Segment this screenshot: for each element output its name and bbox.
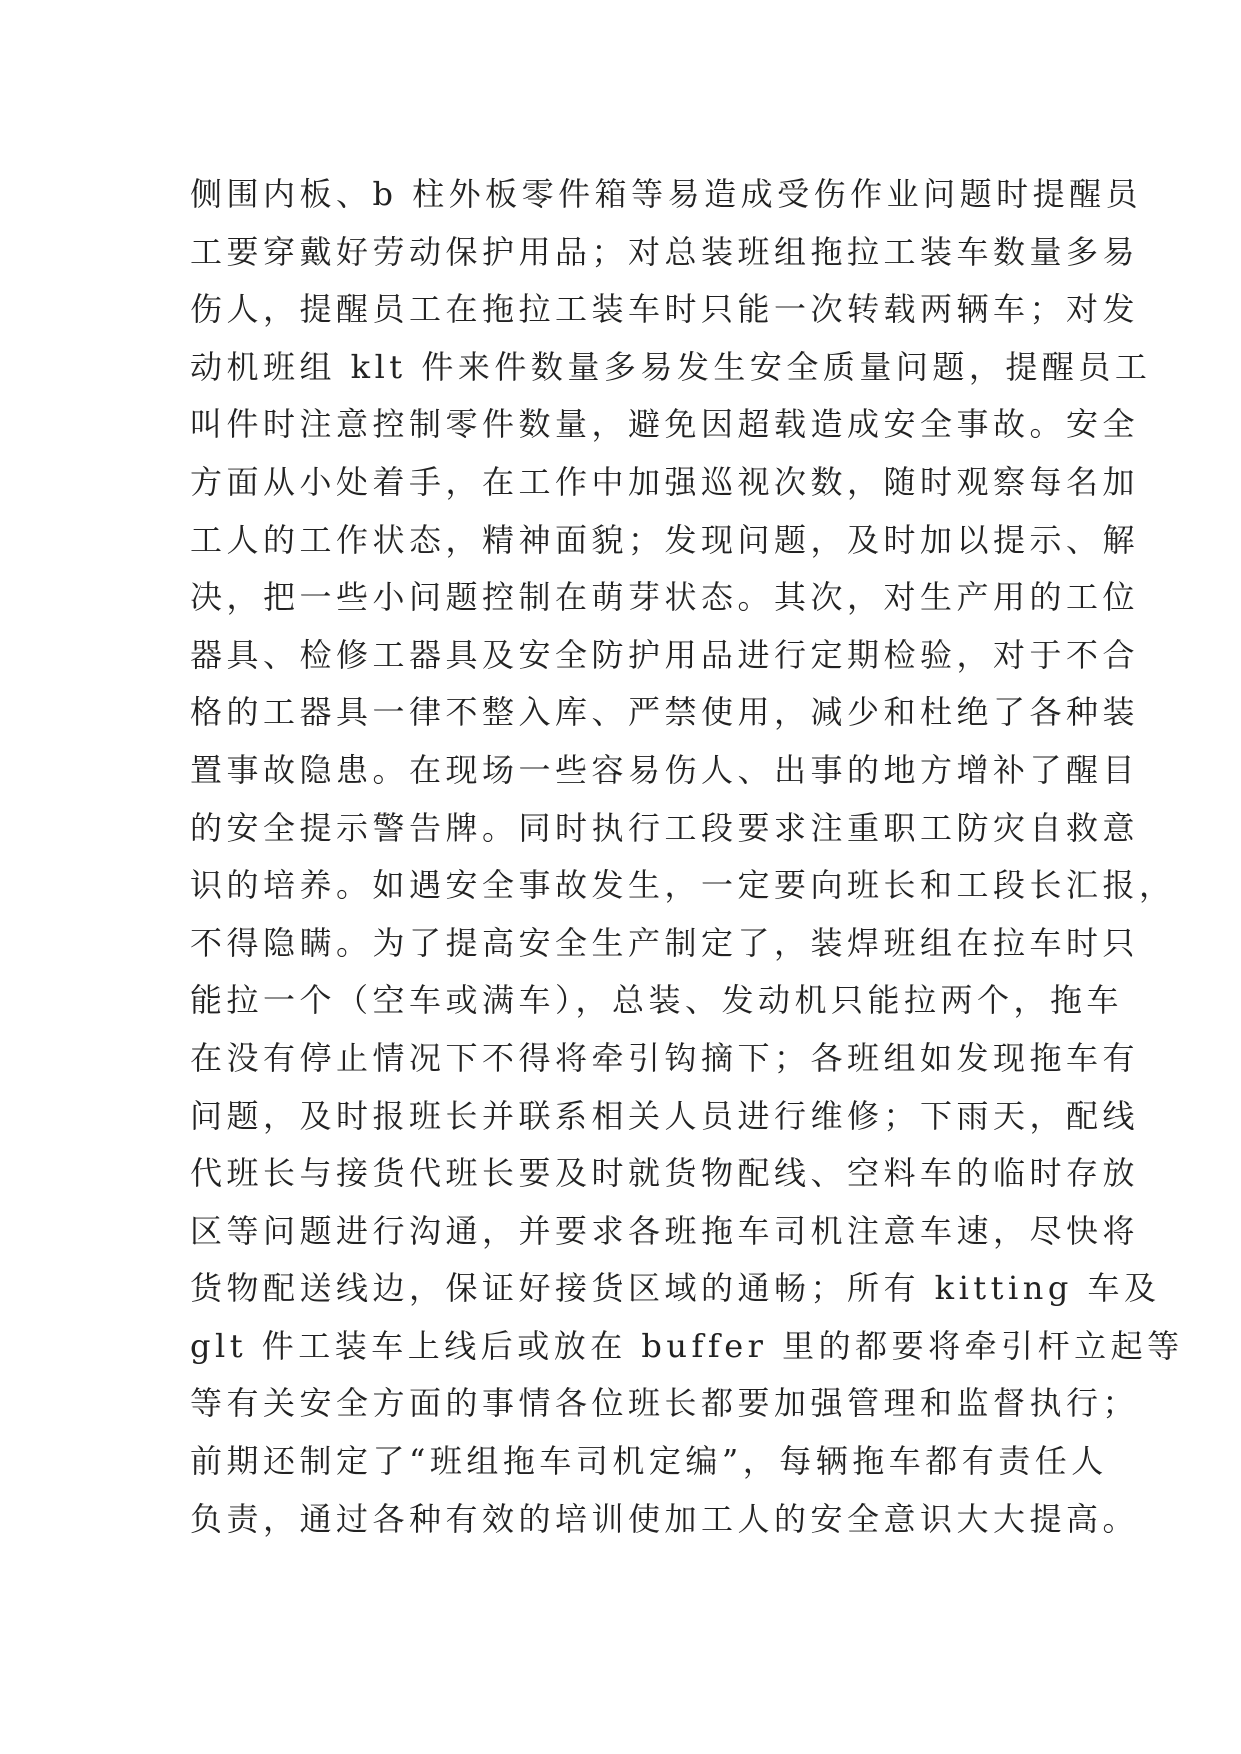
- text-line: 格的工器具一律不整入库、严禁使用，减少和杜绝了各种装: [190, 693, 1140, 732]
- text-line: 工人的工作状态，精神面貌；发现问题，及时加以提示、解: [190, 520, 1140, 559]
- text-line: 识的培养。如遇安全事故发生，一定要向班长和工段长汇报，: [190, 866, 1176, 905]
- text-line: 方面从小处着手，在工作中加强巡视次数，随时观察每名加: [190, 462, 1140, 501]
- text-line: 问题，及时报班长并联系相关人员进行维修；下雨天，配线: [190, 1096, 1140, 1135]
- text-line: 负责，通过各种有效的培训使加工人的安全意识大大提高。: [190, 1499, 1140, 1538]
- body-paragraph: [190, 166, 1184, 1548]
- text-line: 侧围内板、b 柱外板零件箱等易造成受伤作业问题时提醒员: [190, 175, 1143, 213]
- text-line: 代班长与接货代班长要及时就货物配线、空料车的临时存放: [190, 1154, 1140, 1193]
- text-line: 动机班组 klt 件来件数量多易发生安全质量问题，提醒员工: [190, 347, 1152, 386]
- text-line: 不得隐瞒。为了提高安全生产制定了，装焊班组在拉车时只: [190, 923, 1140, 962]
- text-line: glt 件工装车上线后或放在 buffer 里的都要将牵引杆立起等: [190, 1326, 1184, 1365]
- text-line: 前期还制定了“班组拖车司机定编”，每辆拖车都有责任人: [190, 1442, 1108, 1481]
- text-line: 伤人，提醒员工在拖拉工装车时只能一次转载两辆车；对发: [190, 290, 1140, 329]
- text-line: 能拉一个（空车或满车），总装、发动机只能拉两个，拖车: [190, 981, 1124, 1020]
- text-line: 决，把一些小问题控制在萌芽状态。其次，对生产用的工位: [190, 578, 1140, 617]
- text-line: 的安全提示警告牌。同时执行工段要求注重职工防灾自救意: [190, 808, 1140, 847]
- text-line: 置事故隐患。在现场一些容易伤人、出事的地方增补了醒目: [190, 750, 1140, 789]
- text-line: 器具、检修工器具及安全防护用品进行定期检验，对于不合: [190, 635, 1140, 674]
- text-line: 叫件时注意控制零件数量，避免因超载造成安全事故。安全: [190, 405, 1140, 444]
- text-line: 货物配送线边，保证好接货区域的通畅；所有 kitting 车及: [190, 1269, 1161, 1308]
- text-line: 区等问题进行沟通，并要求各班拖车司机注意车速，尽快将: [190, 1211, 1140, 1250]
- text-line: 工要穿戴好劳动保护用品；对总装班组拖拉工装车数量多易: [190, 232, 1140, 271]
- text-line: 在没有停止情况下不得将牵引钩摘下；各班组如发现拖车有: [190, 1038, 1140, 1077]
- text-line: 等有关安全方面的事情各位班长都要加强管理和监督执行；: [190, 1384, 1140, 1423]
